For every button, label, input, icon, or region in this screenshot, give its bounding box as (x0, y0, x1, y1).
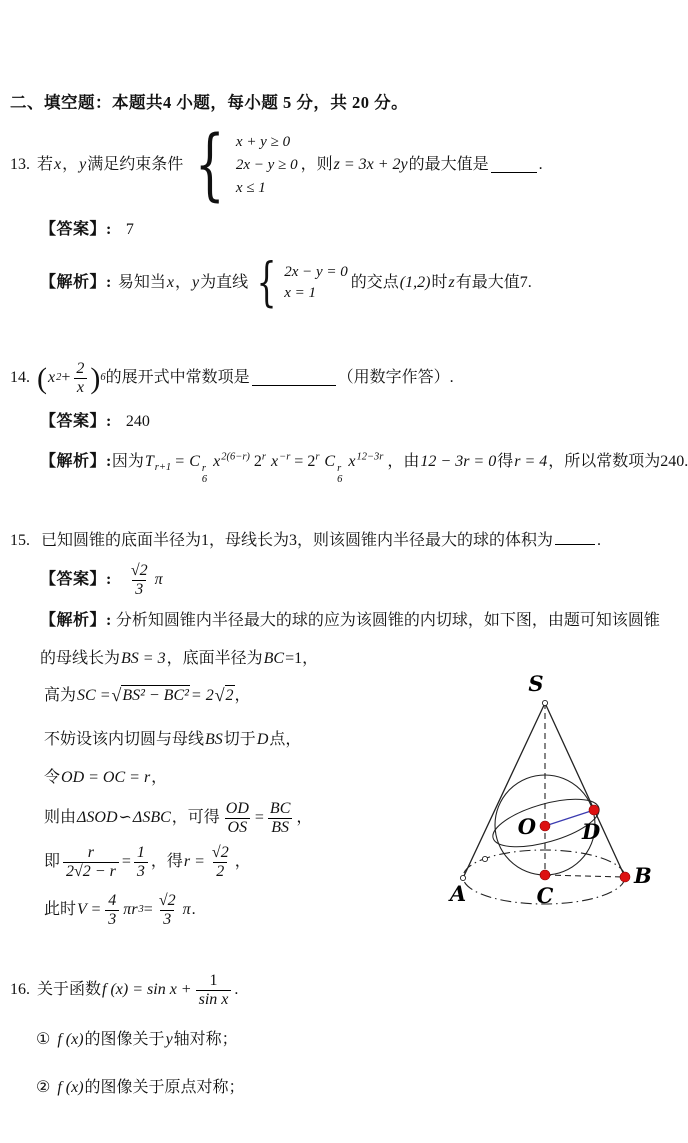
question-15-number: 15. (10, 532, 30, 549)
term-symbol: T (144, 453, 154, 470)
label-o: O (517, 814, 536, 839)
pi-r: πr (123, 900, 138, 918)
statement-1-text: 轴对称； (173, 1031, 238, 1048)
radicand: BS² − BC² (121, 685, 190, 707)
fraction-numerator: 2 (76, 359, 85, 377)
fraction-denominator: 3 (134, 862, 148, 881)
text: 令 (44, 769, 61, 786)
answer-13 (40, 220, 134, 241)
point-b-dot (620, 872, 630, 882)
solution-15-text: =1， (285, 650, 319, 667)
point-coordinates: (1,2) (399, 273, 431, 291)
radius-value: 1 (201, 532, 210, 549)
pi-symbol: π (182, 900, 191, 918)
base-2: 2 (253, 453, 262, 470)
solution-label: 【解析】: (40, 273, 112, 291)
objective-expression: z = 3x + 2y (333, 155, 408, 173)
constraint-row: x + y ≥ 0 (235, 133, 291, 150)
line-system-rows (283, 262, 349, 304)
fraction-denominator: OS (225, 818, 251, 837)
pi-symbol: π (154, 570, 163, 588)
coefficient-indices (337, 463, 342, 485)
question-15-text: ，母线长为 (209, 532, 290, 549)
text: 则由 (44, 808, 77, 826)
var-x: x (348, 453, 356, 470)
constraint-row: x ≤ 1 (235, 179, 266, 196)
solution-15-line-tangent (44, 730, 301, 751)
fraction-numerator: OD (225, 799, 249, 817)
fraction-2-over-x (73, 360, 87, 396)
question-15-text: ，则该圆锥内半径最大的球的体积为 (297, 532, 554, 549)
coefficient-sup: r (201, 463, 206, 474)
fraction-denominator: 2√2 − r (63, 862, 119, 881)
arc-marker (482, 856, 487, 861)
answer-label: 【答案】: (40, 570, 112, 588)
fraction-sqrt2-over-2 (209, 844, 232, 880)
var-x: x (166, 273, 174, 291)
cone-left-edge (463, 703, 545, 878)
exponent: 2(6−r) (221, 451, 250, 463)
solution-15-line-height (44, 678, 251, 714)
statement-2-text: 的图像关于原点对称； (84, 1079, 245, 1096)
function-f: f (x) (57, 1079, 84, 1096)
max-value: 7 (519, 273, 528, 291)
var-x: x (54, 155, 62, 173)
question-14: 14. ( x 2 + $\frac{2}{x}$ ) 6 的展开式中常数项是 （用数字作答）. (10, 359, 454, 396)
equals-2: = 2 (190, 686, 214, 704)
fraction-denominator: 2 (213, 862, 227, 881)
answer-value: 240 (125, 413, 150, 430)
text: 即 (44, 852, 61, 870)
cone-sphere-diagram (450, 660, 683, 945)
text: 点， (269, 731, 302, 748)
constraint-row: 2x − y ≥ 0 (235, 156, 298, 173)
question-15 (10, 529, 601, 552)
fraction-denominator: 3 (160, 910, 174, 929)
fraction-1-over-sinx (196, 972, 232, 1008)
comma: ， (234, 686, 251, 704)
label-s: S (528, 671, 544, 696)
point-d-dot (589, 805, 599, 815)
base-2: 2 (307, 453, 316, 470)
label-d: D (582, 819, 601, 844)
radical-sign: √ (111, 685, 122, 706)
fraction-denominator: BS (268, 818, 292, 837)
question-13-text: 的最大值是 (408, 155, 489, 173)
vertex-a-marker (460, 875, 465, 880)
point-d: D (256, 731, 269, 748)
fraction-numerator: 1 (209, 971, 218, 989)
statement-1-text: 的图像关于 (84, 1031, 165, 1048)
coefficient-sub: 6 (201, 474, 208, 486)
r-equals: r = (183, 852, 205, 870)
cone-figure (450, 660, 683, 952)
exponent: −r (279, 451, 291, 463)
radius-segment: BC (263, 650, 285, 667)
v-equals: V = (77, 900, 102, 918)
fraction-denominator: sin x (196, 990, 232, 1009)
answer-blank (491, 157, 537, 173)
fraction-numerator: r (87, 843, 95, 861)
var-x: x (271, 453, 279, 470)
equation: r = 4 (514, 453, 548, 470)
equals: = (175, 453, 185, 470)
point-c-dot (540, 870, 550, 880)
fraction-numerator: √2 (211, 843, 229, 861)
statement-2 (36, 1078, 245, 1099)
period: . (191, 900, 196, 918)
apex-marker (542, 700, 547, 705)
comma: ， (62, 155, 79, 173)
var-x: x (213, 453, 221, 470)
similar-symbol: ∽ (118, 808, 132, 826)
equals: = (143, 900, 153, 918)
answer-blank (252, 370, 336, 386)
binomial-coefficient: C (189, 453, 200, 470)
solution-15-line-similar (44, 797, 312, 839)
solution-15-text: ，底面半径为 (166, 650, 263, 667)
text: 不妨设该内切圆与母线 (44, 731, 205, 748)
radius-dashed-line (545, 875, 625, 877)
solution-15-line-solve (44, 841, 251, 883)
section-header: 二、填空题：本题共4 小题，每小题 5 分，共 20 分。 (10, 93, 409, 112)
fraction-denominator: 3 (105, 910, 119, 929)
solution-13-text: 时 (431, 273, 448, 291)
fraction-numerator: √2 (130, 561, 148, 579)
constraint-system: { x + y ≥ 0 2x − y ≥ 0 x ≤ 1 (195, 120, 298, 210)
answer-blank (555, 529, 595, 545)
equals: = (121, 852, 131, 870)
var-y: y (191, 273, 200, 291)
period: . (597, 532, 602, 549)
period: . (538, 155, 543, 173)
answer-fraction (128, 562, 151, 598)
slant-value: 3 (289, 532, 298, 549)
question-14-text: （用数字作答）. (337, 368, 454, 386)
equation: 12 − 3r = 0 (420, 453, 497, 470)
triangle-sbc: ΔSBC (132, 808, 171, 826)
segment-bs: BS (205, 731, 223, 748)
solution-13-text: 的交点 (350, 273, 399, 291)
fraction-r (63, 844, 119, 880)
answer-14 (40, 412, 150, 433)
fraction-bc-bs (267, 800, 293, 836)
fraction-numerator: √2 (158, 891, 176, 909)
constant-term: 240 (660, 453, 685, 470)
fraction-od-os (223, 800, 252, 836)
system-row: 2x − y = 0 (284, 264, 348, 280)
coefficient-sup: r (337, 463, 342, 474)
text: 切于 (223, 731, 256, 748)
plus-sign: + (61, 368, 71, 386)
statement-1 (36, 1030, 238, 1051)
fraction-numerator: 4 (108, 891, 117, 909)
cone-right-edge (545, 703, 625, 877)
question-13-text: 满足约束条件 (87, 155, 184, 173)
fraction-denominator: x (74, 378, 87, 397)
coefficient-sub: 6 (337, 474, 343, 486)
point-o-dot (540, 821, 550, 831)
solution-15-line-volume: 此时 V = $\frac{4}{3}$ πr 3 = $\frac{√2}{3}$ π . (44, 891, 196, 928)
solution-label: 【解析】: (40, 612, 112, 629)
label-b: B (634, 863, 652, 888)
period: . (684, 453, 688, 470)
circled-2-mark: ② (36, 1079, 51, 1096)
binomial-coefficient: C (324, 453, 336, 470)
solution-13 (40, 253, 532, 313)
function-f: f (x) (57, 1031, 84, 1048)
equals: = (294, 453, 304, 470)
var-y: y (79, 155, 87, 173)
solution-15-line-let (44, 768, 167, 789)
equals: = (254, 808, 264, 826)
period: . (527, 273, 532, 291)
radical-sign: √ (214, 685, 225, 706)
fraction-denominator: 3 (132, 580, 146, 599)
solution-14-text: ，由 (387, 453, 420, 470)
constraint-rows (235, 131, 299, 200)
sc-equals: SC = (77, 686, 111, 704)
fraction-one-third (134, 844, 148, 880)
question-16 (10, 968, 238, 1012)
question-13 (10, 120, 543, 210)
fraction-numerator: 1 (136, 843, 145, 861)
radius-equation: OD = OC = r (61, 769, 151, 786)
label-c: C (536, 883, 554, 908)
question-14-text: 的展开式中常数项是 (105, 368, 250, 386)
system-row: x = 1 (284, 285, 316, 301)
circled-1-mark: ① (36, 1031, 51, 1048)
fraction-four-thirds (105, 892, 119, 928)
text: 此时 (44, 900, 77, 918)
open-paren: ( (37, 361, 47, 395)
solution-14-text: 因为 (111, 453, 144, 470)
solution-14-text: ，所以常数项为 (548, 453, 661, 470)
comma: ， (296, 808, 313, 826)
radicand: 2 (225, 685, 235, 707)
fraction-sqrt2-over-3 (156, 892, 179, 928)
solution-13-text: 有最大值 (455, 273, 520, 291)
question-15-text: 已知圆锥的底面半径为 (41, 532, 202, 549)
comma: ， (174, 273, 191, 291)
comma: ， (151, 769, 168, 786)
question-13-text: 若 (37, 155, 54, 173)
text: ，可得 (171, 808, 220, 826)
var-z: z (448, 273, 455, 291)
question-13-number: 13. (10, 155, 30, 173)
solution-15-text: 分析知圆锥内半径最大的球的应为该圆锥的内切球，如下图，由题可知该圆锥的母线长为 (40, 612, 660, 667)
solution-14-text: 得 (497, 453, 514, 470)
solution-label: 【解析】: (40, 453, 112, 470)
exponent: r (315, 451, 320, 463)
solution-14 (40, 452, 688, 485)
answer-15 (40, 558, 164, 602)
question-13-text: ，则 (300, 155, 333, 173)
question-14-number: 14. (10, 368, 30, 386)
triangle-sod: ΔSOD (77, 808, 118, 826)
close-paren: ) (90, 361, 101, 395)
answer-value: 7 (125, 221, 134, 238)
line-system: { 2x − y = 0 x = 1 (256, 253, 348, 313)
exponent: 12−3r (356, 451, 384, 463)
exponent: r (261, 451, 267, 463)
function-expression: f (x) = sin x + (102, 980, 192, 998)
coefficient-indices (202, 463, 207, 485)
var-x: x (48, 368, 56, 386)
fraction-numerator: BC (269, 799, 291, 817)
var-y: y (165, 1031, 173, 1048)
solution-13-text: 易知当 (117, 273, 166, 291)
label-a: A (449, 881, 467, 906)
text: 高为 (44, 686, 77, 704)
term-subscript: r+1 (154, 462, 172, 474)
answer-label: 【答案】: (40, 413, 112, 430)
question-16-text: 关于函数 (37, 980, 102, 998)
comma: ， (234, 852, 251, 870)
text: ，得 (150, 852, 183, 870)
slant-equation: BS = 3 (121, 650, 166, 667)
question-16-number: 16. (10, 980, 30, 998)
period: . (234, 980, 239, 998)
answer-label: 【答案】: (40, 221, 112, 238)
solution-13-text: 为直线 (200, 273, 249, 291)
